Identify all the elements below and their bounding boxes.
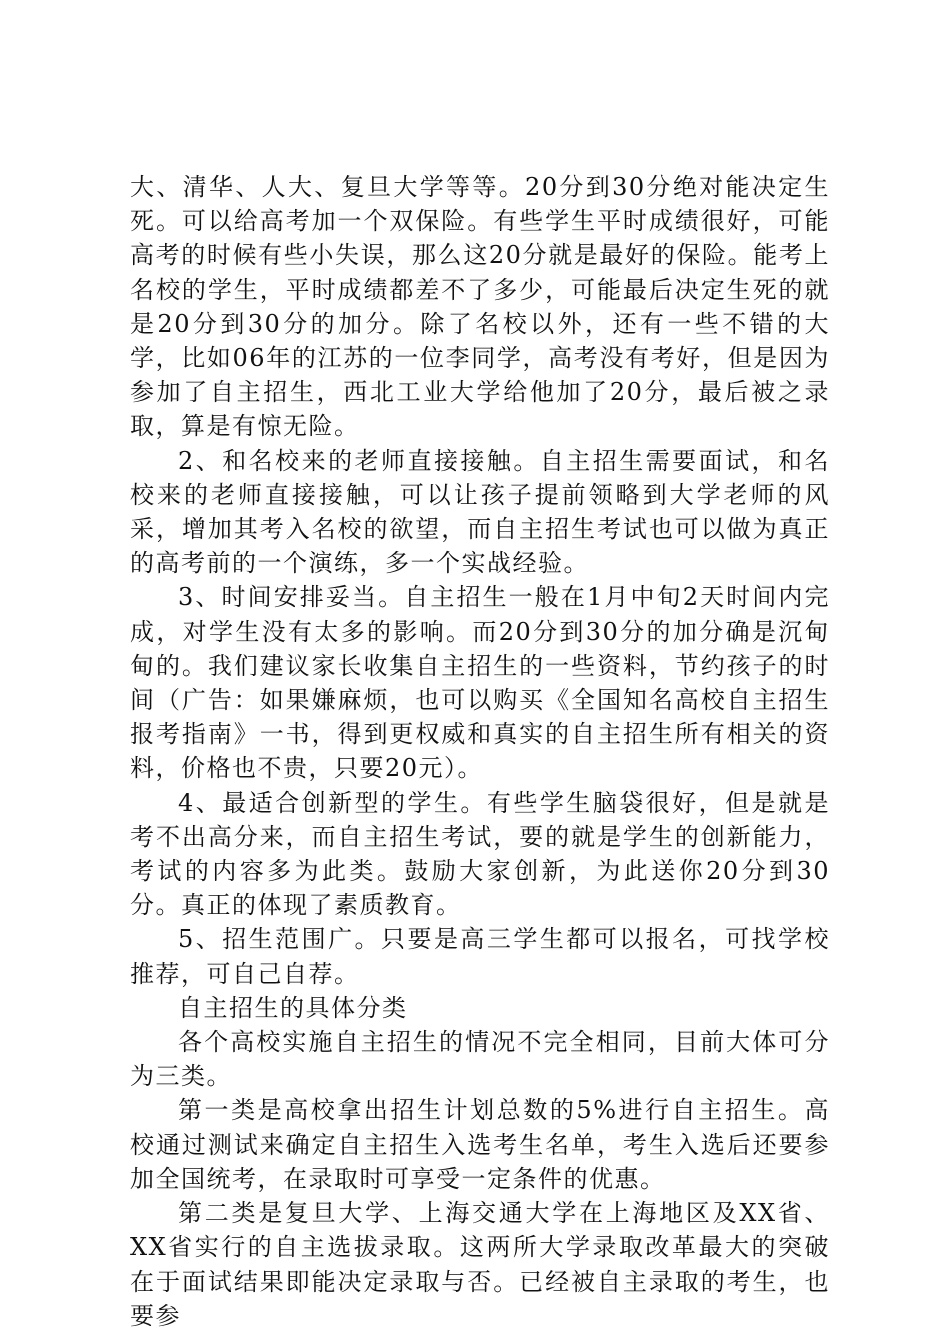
section-heading: 自主招生的具体分类 [178,993,408,1022]
paragraph-category-2: 第二类是复旦大学、上海交通大学在上海地区及XX省、XX省实行的自主选拔录取。这两所大学录取改革最大的突破在于面试结果即能决定录取与否。已经被自主录取的考生，也要参 [130,1199,830,1330]
document-page [130,170,830,1333]
paragraph-point-4: 4、最适合创新型的学生。有些学生脑袋很好，但是就是考不出高分来，而自主招生考试，要的就是学生的创新能力，考试的内容多为此类。鼓励大家创新，为此送你20分到30分。真正的体现了素质教育。 [130,788,830,920]
paragraph-point-2: 2、和名校来的老师直接接触。自主招生需要面试，和名校来的老师直接接触，可以让孩子提前领略到大学老师的风采，增加其考入名校的欲望，而自主招生考试也可以做为真正的高考前的一个演练，多一个实战经验。 [130,446,830,578]
paragraph-intro-categories: 各个高校实施自主招生的情况不完全相同，目前大体可分为三类。 [130,1028,830,1091]
paragraph-category-1: 第一类是高校拿出招生计划总数的5%进行自主招生。高校通过测试来确定自主招生入选考生名单，考生入选后还要参加全国统考，在录取时可享受一定条件的优惠。 [130,1096,830,1193]
paragraph-continuation: 大、清华、人大、复旦大学等等。20分到30分绝对能决定生死。可以给高考加一个双保险。有些学生平时成绩很好，可能高考的时候有些小失误，那么这20分就是最好的保险。能考上名校的学生，平时成绩都差不了多少，可能最后决定生死的就是20分到30分的加分。除了名校以外，还有一些不错的大学，比如06年的江苏的一位李同学，高考没有考好，但是因为参加了自主招生，西北工业大学给他加了20分，最后被之录取，算是有惊无险。 [130,173,830,441]
paragraph-point-3: 3、时间安排妥当。自主招生一般在1月中旬2天时间内完成，对学生没有太多的影响。而20分到30分的加分确是沉甸甸的。我们建议家长收集自主招生的一些资料，节约孩子的时间（广告：如果嫌麻烦，也可以购买《全国知名高校自主招生报考指南》一书，得到更权威和真实的自主招生所有相关的资料，价格也不贵，只要20元）。 [130,583,830,783]
paragraph-point-5: 5、招生范围广。只要是高三学生都可以报名，可找学校推荐，可自己自荐。 [130,925,830,988]
